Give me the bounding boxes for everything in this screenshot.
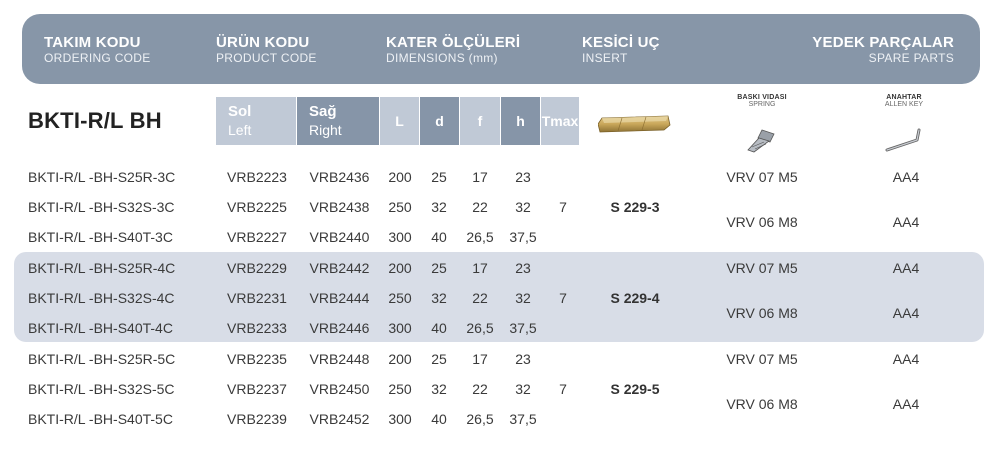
dim-h-cell: 23 bbox=[515, 169, 531, 185]
table-row bbox=[0, 192, 1000, 222]
col-header-L: L bbox=[380, 97, 419, 145]
dim-f-cell: 22 bbox=[472, 290, 488, 306]
insert-image bbox=[598, 112, 672, 134]
dim-L-cell: 250 bbox=[388, 381, 412, 397]
spare-key-a: AA4 bbox=[892, 169, 920, 185]
table-row bbox=[0, 374, 1000, 404]
dim-f-cell: 22 bbox=[472, 381, 488, 397]
table-row bbox=[0, 344, 1000, 374]
spare-screw-a: VRV 07 M5 bbox=[726, 260, 798, 276]
right-code-cell: VRB2436 bbox=[309, 169, 370, 185]
dim-h-cell: 32 bbox=[515, 381, 531, 397]
dim-f-cell: 26,5 bbox=[466, 320, 494, 336]
spare-screw-b: VRV 06 M8 bbox=[726, 396, 798, 412]
header-dimensions: KATER ÖLÇÜLERİ DIMENSIONS (mm) bbox=[386, 34, 521, 65]
right-code-cell: VRB2438 bbox=[309, 199, 370, 215]
table-row bbox=[0, 222, 1000, 252]
spare-key-b: AA4 bbox=[892, 305, 920, 321]
ordering-code-cell: BKTI-R/L -BH-S25R-5C bbox=[28, 351, 176, 367]
spare-screw-b: VRV 06 M8 bbox=[726, 214, 798, 230]
tmax-cell: 7 bbox=[559, 199, 567, 215]
dim-L-cell: 200 bbox=[388, 169, 412, 185]
spare-head-screw: BASKI VIDASI SPRING bbox=[737, 94, 787, 108]
spare-head-key: ANAHTAR ALLEN KEY bbox=[884, 94, 924, 108]
dim-d-cell: 32 bbox=[431, 199, 447, 215]
dim-f-cell: 22 bbox=[472, 199, 488, 215]
right-code-cell: VRB2452 bbox=[309, 411, 370, 427]
insert-code: S 229-4 bbox=[610, 290, 660, 306]
left-code-cell: VRB2227 bbox=[227, 229, 287, 245]
col-header-h: h bbox=[501, 97, 540, 145]
left-code-cell: VRB2235 bbox=[227, 351, 287, 367]
dim-f-cell: 26,5 bbox=[466, 411, 494, 427]
dim-h-cell: 37,5 bbox=[509, 320, 537, 336]
dim-L-cell: 200 bbox=[388, 260, 412, 276]
table-row bbox=[0, 283, 1000, 313]
dim-d-cell: 25 bbox=[431, 351, 447, 367]
header-product-code: ÜRÜN KODU PRODUCT CODE bbox=[216, 34, 317, 65]
dim-f-cell: 17 bbox=[472, 260, 488, 276]
ordering-code-cell: BKTI-R/L -BH-S40T-4C bbox=[28, 320, 173, 336]
right-code-cell: VRB2448 bbox=[309, 351, 370, 367]
left-code-cell: VRB2225 bbox=[227, 199, 287, 215]
dim-d-cell: 25 bbox=[431, 169, 447, 185]
insert-code: S 229-5 bbox=[610, 381, 660, 397]
tmax-cell: 7 bbox=[559, 290, 567, 306]
col-header-right: Sağ Right bbox=[297, 97, 379, 145]
right-code-cell: VRB2450 bbox=[309, 381, 370, 397]
dim-h-cell: 32 bbox=[515, 290, 531, 306]
right-code-cell: VRB2444 bbox=[309, 290, 370, 306]
dim-L-cell: 250 bbox=[388, 199, 412, 215]
left-code-cell: VRB2223 bbox=[227, 169, 287, 185]
dim-L-cell: 200 bbox=[388, 351, 412, 367]
table-row bbox=[0, 313, 1000, 343]
insert-code: S 229-3 bbox=[610, 199, 660, 215]
screw-icon bbox=[744, 128, 776, 154]
dim-h-cell: 37,5 bbox=[509, 411, 537, 427]
dim-h-cell: 23 bbox=[515, 351, 531, 367]
dim-h-cell: 37,5 bbox=[509, 229, 537, 245]
spare-key-a: AA4 bbox=[892, 351, 920, 367]
table-row bbox=[0, 404, 1000, 434]
header-spare-parts: YEDEK PARÇALAR SPARE PARTS bbox=[812, 34, 954, 65]
dim-f-cell: 17 bbox=[472, 351, 488, 367]
col-header-tmax: Tmax bbox=[541, 97, 579, 145]
dim-L-cell: 300 bbox=[388, 229, 412, 245]
spare-screw-a: VRV 07 M5 bbox=[726, 169, 798, 185]
right-code-cell: VRB2442 bbox=[309, 260, 370, 276]
table-row bbox=[0, 162, 1000, 192]
dim-d-cell: 25 bbox=[431, 260, 447, 276]
spare-key-b: AA4 bbox=[892, 396, 920, 412]
tmax-cell: 7 bbox=[559, 381, 567, 397]
header-band bbox=[22, 14, 980, 84]
ordering-code-cell: BKTI-R/L -BH-S40T-3C bbox=[28, 229, 173, 245]
spare-key-a: AA4 bbox=[892, 260, 920, 276]
left-code-cell: VRB2229 bbox=[227, 260, 287, 276]
dim-d-cell: 32 bbox=[431, 290, 447, 306]
dim-d-cell: 32 bbox=[431, 381, 447, 397]
dim-L-cell: 300 bbox=[388, 411, 412, 427]
right-code-cell: VRB2440 bbox=[309, 229, 370, 245]
spare-key-b: AA4 bbox=[892, 214, 920, 230]
header-ordering-code: TAKIM KODU ORDERING CODE bbox=[44, 34, 151, 65]
left-code-cell: VRB2239 bbox=[227, 411, 287, 427]
header-insert: KESİCİ UÇ INSERT bbox=[582, 34, 660, 65]
dim-h-cell: 23 bbox=[515, 260, 531, 276]
dim-d-cell: 40 bbox=[431, 229, 447, 245]
dim-L-cell: 250 bbox=[388, 290, 412, 306]
table-row bbox=[0, 253, 1000, 283]
col-header-d: d bbox=[420, 97, 459, 145]
ordering-code-cell: BKTI-R/L -BH-S32S-4C bbox=[28, 290, 175, 306]
dim-d-cell: 40 bbox=[431, 320, 447, 336]
ordering-code-cell: BKTI-R/L -BH-S32S-5C bbox=[28, 381, 175, 397]
col-header-f: f bbox=[460, 97, 500, 145]
product-title: BKTI-R/L BH bbox=[28, 108, 162, 133]
right-code-cell: VRB2446 bbox=[309, 320, 370, 336]
spare-screw-b: VRV 06 M8 bbox=[726, 305, 798, 321]
col-header-left: Sol Left bbox=[216, 97, 296, 145]
ordering-code-cell: BKTI-R/L -BH-S40T-5C bbox=[28, 411, 173, 427]
left-code-cell: VRB2237 bbox=[227, 381, 287, 397]
allen-key-icon bbox=[884, 126, 924, 154]
dim-L-cell: 300 bbox=[388, 320, 412, 336]
ordering-code-cell: BKTI-R/L -BH-S25R-4C bbox=[28, 260, 176, 276]
dim-h-cell: 32 bbox=[515, 199, 531, 215]
left-code-cell: VRB2233 bbox=[227, 320, 287, 336]
dim-d-cell: 40 bbox=[431, 411, 447, 427]
ordering-code-cell: BKTI-R/L -BH-S32S-3C bbox=[28, 199, 175, 215]
dim-f-cell: 26,5 bbox=[466, 229, 494, 245]
ordering-code-cell: BKTI-R/L -BH-S25R-3C bbox=[28, 169, 176, 185]
dim-f-cell: 17 bbox=[472, 169, 488, 185]
left-code-cell: VRB2231 bbox=[227, 290, 287, 306]
spare-screw-a: VRV 07 M5 bbox=[726, 351, 798, 367]
